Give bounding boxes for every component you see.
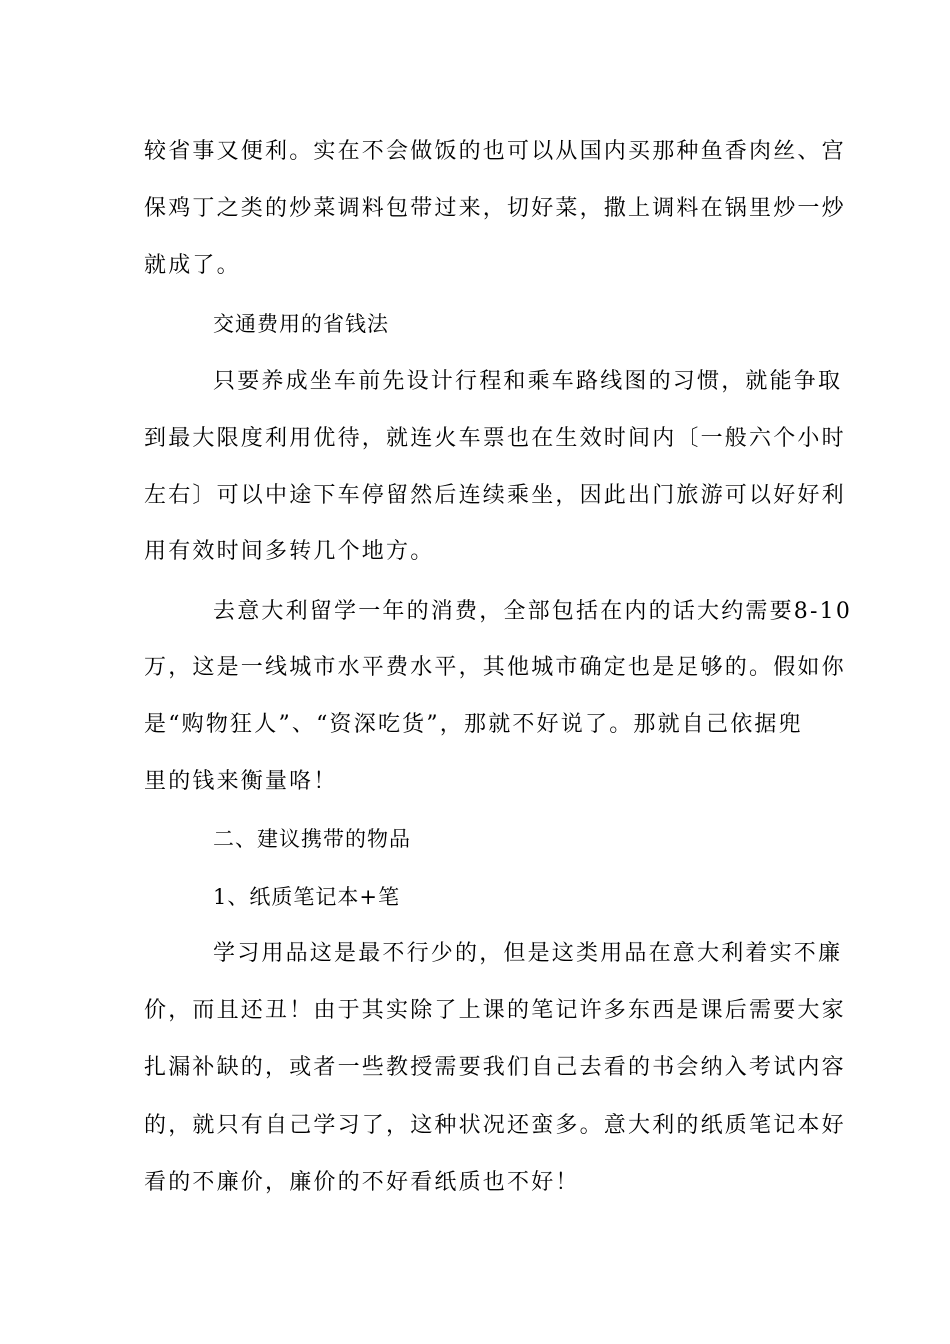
paragraph-line: 看的不廉价，廉价的不好看纸质也不好！ [144, 1170, 580, 1195]
paragraph-line: 较省事又便利。实在不会做饭的也可以从国内买那种鱼香肉丝、宫 [144, 139, 846, 164]
paragraph-line: 学习用品这是最不行少的，但是这类用品在意大利着实不廉 [213, 941, 843, 966]
paragraph-line: 里的钱来衡量咯！ [144, 769, 338, 794]
paragraph-line: 价，而且还丑！由于其实除了上课的笔记许多东西是课后需要大家 [144, 998, 846, 1023]
section-heading: 二、建议携带的物品 [213, 827, 411, 851]
paragraph-line: 是“购物狂人”、“资深吃货”，那就不好说了。那就自己依据兜 [144, 712, 803, 737]
paragraph-line: 扎漏补缺的，或者一些教授需要我们自己去看的书会纳入考试内容 [144, 1055, 846, 1080]
paragraph-line: 只要养成坐车前先设计行程和乘车路线图的习惯，就能争取 [213, 369, 843, 394]
paragraph-line: 的，就只有自己学习了，这种状况还蛮多。意大利的纸质笔记本好 [144, 1113, 846, 1138]
paragraph-line: 到最大限度利用优待，就连火车票也在生效时间内〔一般六个小时 [144, 426, 846, 451]
paragraph-line: 左右〕可以中途下车停留然后连续乘坐，因此出门旅游可以好好利 [144, 483, 846, 508]
paragraph-line: 就成了。 [144, 253, 241, 278]
paragraph-line: 保鸡丁之类的炒菜调料包带过来，切好菜，撒上调料在锅里炒一炒 [144, 196, 846, 221]
section-heading: 交通费用的省钱法 [213, 312, 389, 336]
paragraph-line: 去意大利留学一年的消费，全部包括在内的话大约需要8-10 [213, 599, 853, 624]
subsection-heading: 1、纸质笔记本+笔 [213, 885, 400, 909]
paragraph-line: 用有效时间多转几个地方。 [144, 539, 435, 564]
paragraph-line: 万，这是一线城市水平费水平，其他城市确定也是足够的。假如你 [144, 655, 846, 680]
